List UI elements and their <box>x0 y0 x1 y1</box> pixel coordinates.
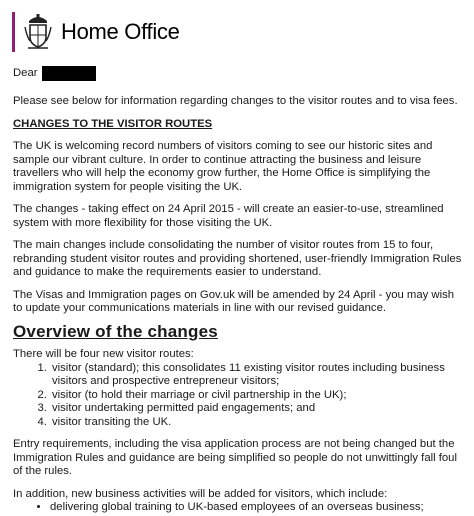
business-lead: In addition, new business activities will be added for visitors, which include: <box>13 487 388 500</box>
list-item: 3. visitor undertaking permitted paid engagements; and <box>50 402 463 416</box>
home-office-header <box>12 10 180 54</box>
accent-bar <box>12 12 15 52</box>
list-item: • delivering global training to UK-based employees of an overseas business; <box>50 501 463 515</box>
paragraph: The main changes include consolidating the number of visitor routes from 15 to four, rebranding student visitor routes and providing shortened, user-friendly Immigration Rules and guidance to make the requirements easier to understand. <box>13 239 462 278</box>
list-item: 1. visitor (standard); this consolidates 11 existing visitor routes including business visitors and prospective entrepreneur visitors; <box>50 362 463 389</box>
routes-lead: There will be four new visitor routes: <box>13 348 194 360</box>
paragraph: The UK is welcoming record numbers of visitors coming to see our historic sites and sample our vibrant culture. In order to continue attracting the business and leisure travellers who will help the economy grow further, the Home Office is simplifying the immigration system for people visiting the UK. <box>13 140 433 193</box>
intro-paragraph: Please see below for information regarding changes to the visitor routes and to visa fees. <box>13 95 458 107</box>
salutation-line <box>13 66 463 81</box>
list-item: 2. visitor (to hold their marriage or civil partnership in the UK); <box>50 389 463 403</box>
section-heading-overview: Overview of the changes <box>13 321 218 341</box>
list-item: 4. visitor transiting the UK. <box>50 416 463 430</box>
paragraph: The changes - taking effect on 24 April 2015 - will create an easier-to-use, streamlined system with more flexibility for those visiting the UK. <box>13 203 444 229</box>
entry-requirements-paragraph: Entry requirements, including the visa application process are not being changed but the Immigration Rules and guidance are being simplified so people do not unwittingly fall foul of the rules. <box>13 438 457 477</box>
letter-body <box>13 66 463 515</box>
org-name: Home Office <box>61 19 180 44</box>
royal-crest-icon <box>23 13 53 51</box>
salutation: Dear <box>13 66 38 79</box>
paragraph: The Visas and Immigration pages on Gov.uk will be amended by 24 April - you may wish to update your communications materials in line with our revised guidance. <box>13 288 455 314</box>
redacted-name <box>42 66 96 81</box>
section-heading-visitor-routes: CHANGES TO THE VISITOR ROUTES <box>13 117 213 130</box>
routes-list <box>13 362 463 430</box>
business-activities-list <box>13 501 463 515</box>
